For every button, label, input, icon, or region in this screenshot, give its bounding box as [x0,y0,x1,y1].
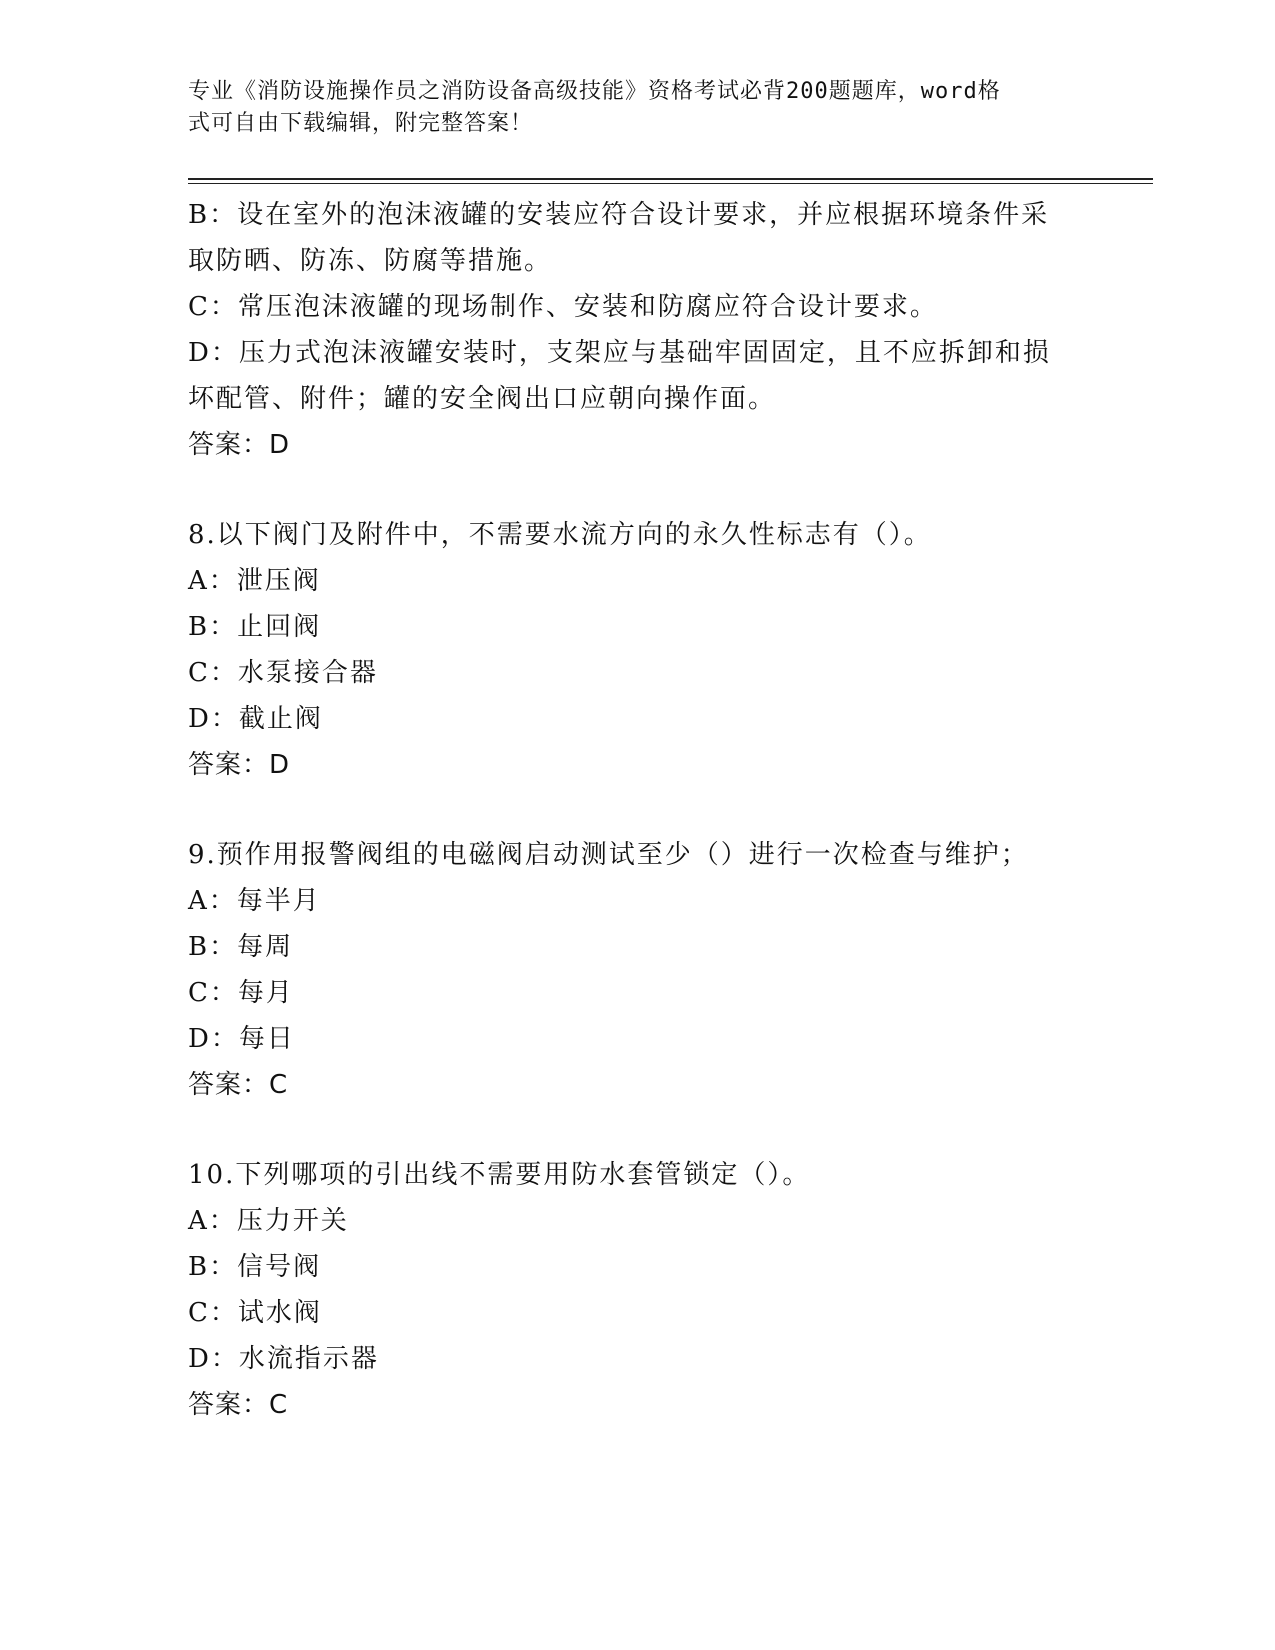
option-d-line-2: 坏配管、附件；罐的安全阀出口应朝向操作面。 [188,384,777,414]
option-d: D：截止阀 [188,704,323,734]
header-title-line-1: 专业《消防设施操作员之消防设备高级技能》资格考试必背200题题库，word格 [188,79,1001,104]
option-c: C：水泵接合器 [188,658,378,688]
option-c: C：常压泡沫液罐的现场制作、安装和防腐应符合设计要求。 [188,292,938,322]
option-d: D：每日 [188,1024,295,1054]
option-d: D：水流指示器 [188,1344,379,1374]
question-spacer [188,788,1088,832]
answer: 答案：C [188,1070,289,1100]
option-c: C：每月 [188,978,294,1008]
answer: 答案：D [188,430,291,460]
question-text: 9.预作用报警阀组的电磁阀启动测试至少（）进行一次检查与维护； [188,840,1029,870]
question-spacer [188,1108,1088,1152]
document-header [188,76,1088,140]
option-c: C：试水阀 [188,1298,322,1328]
question-7-continued [188,192,1088,468]
option-d-line-1: D：压力式泡沫液罐安装时，支架应与基础牢固固定，且不应拆卸和损 [188,338,1051,368]
header-title-line-2: 式可自由下载编辑，附完整答案！ [188,111,534,136]
option-b-line-1: B：设在室外的泡沫液罐的安装应符合设计要求，并应根据环境条件采 [188,200,1050,230]
question-9 [188,832,1088,1108]
option-a: A：泄压阀 [188,566,321,596]
option-a: A：每半月 [188,886,321,916]
question-spacer [188,468,1088,512]
question-10 [188,1152,1088,1428]
option-b: B：止回阀 [188,612,322,642]
option-b: B：每周 [188,932,294,962]
answer: 答案：C [188,1390,289,1420]
option-b: B：信号阀 [188,1252,322,1282]
question-8 [188,512,1088,788]
answer: 答案：D [188,750,291,780]
question-text: 8.以下阀门及附件中，不需要水流方向的永久性标志有（）。 [188,520,932,550]
question-list [188,192,1088,1428]
option-b-line-2: 取防晒、防冻、防腐等措施。 [188,246,553,276]
header-divider [188,178,1153,184]
question-text: 10.下列哪项的引出线不需要用防水套管锁定（）。 [188,1160,811,1190]
option-a: A：压力开关 [188,1206,349,1236]
